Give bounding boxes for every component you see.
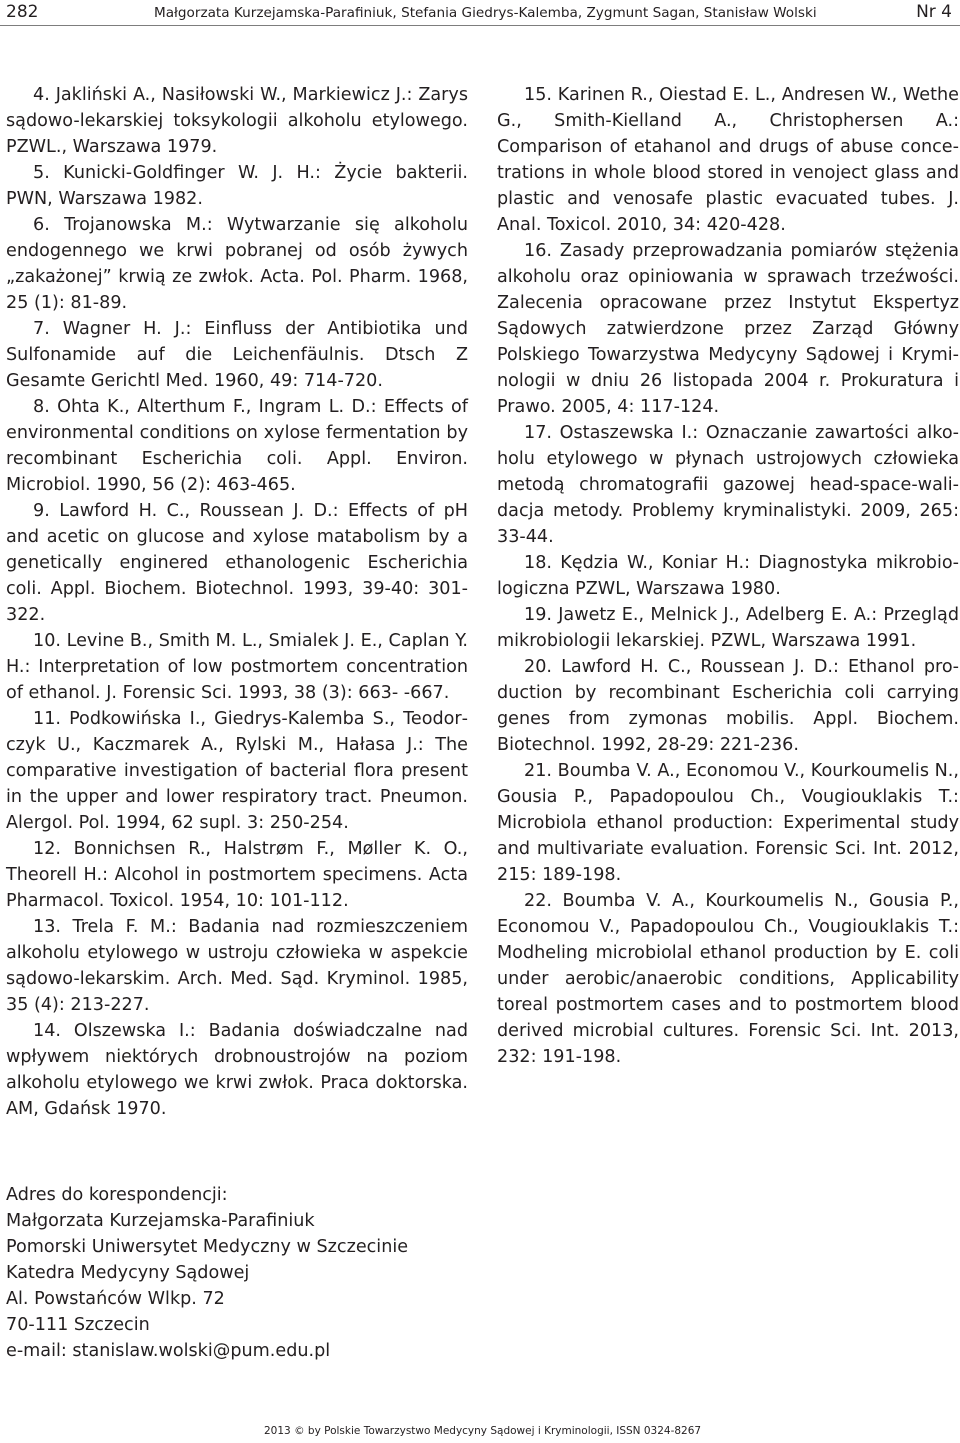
page-footer <box>264 1424 701 1438</box>
reference-4: 4. Jakliński A., Nasiłowski W., Markiewicz J.: Zarys sądowo-lekarskiej toksykologii alkoholu etylowego. PZWL., Warszawa 1979. <box>6 85 468 157</box>
correspondence-heading: Adres do korespondencji: <box>6 1185 228 1205</box>
reference-9: 9. Lawford H. C., Roussean J. D.: Effects of pH and acetic on glucose and xylose matabolism by a genetically enginered ethanologenic Escherichia coli. Appl. Biochem. Biotechnol. 1993, 39-40: 301-322. <box>6 501 468 625</box>
page-number: 282 <box>6 2 39 22</box>
footer-year: 2013 <box>264 1425 291 1437</box>
references-right-column <box>497 82 959 1070</box>
header-divider <box>0 25 960 26</box>
reference-5: 5. Kunicki-Goldfinger W. J. H.: Życie bakterii. PWN, Warszawa 1982. <box>6 163 468 209</box>
reference-14: 14. Olszewska I.: Badania doświadczalne nad wpływem niektórych drobnoustrojów na poziom alkoholu etylowego we krwi zwłok. Praca doktorska. AM, Gdańsk 1970. <box>6 1021 468 1119</box>
correspondence-address <box>6 1182 526 1364</box>
reference-13: 13. Trela F. M.: Badania nad rozmieszczeniem alkoholu etylowego w ustroju człowieka w aspekcie sądowo-lekarskim. Arch. Med. Sąd. Kryminol. 1985, 35 (4): 213-227. <box>6 917 468 1015</box>
correspondence-name: Małgorzata Kurzejamska-Parafiniuk <box>6 1211 315 1231</box>
reference-22: 22. Boumba V. A., Kourkoumelis N., Gousia P., Economou V., Papadopoulou Ch., Vougiouklakis T.: Modheling microbiolal ethanol production by E. coli under aerobic/anaerobic conditions, Applicability toreal postmortem cases and to postmortem blood derived microbial cultures. Forensic Sci. Int. 2013, 232: 191-198. <box>497 891 959 1067</box>
running-header <box>0 0 960 26</box>
reference-11: 11. Podkowińska I., Giedrys-Kalemba S., Teodorczyk U., Kaczmarek A., Rylski M., Hałasa J.: The comparative investigation of bacterial flora present in the upper and lower respiratory tract. Pneumon. Alergol. Pol. 1994, 62 supl. 3: 250-254. <box>6 709 468 833</box>
reference-19: 19. Jawetz E., Melnick J., Adelberg E. A.: Przegląd mikrobiologii lekarskiej. PZWL, Warszawa 1991. <box>497 605 959 651</box>
correspondence-city: 70-111 Szczecin <box>6 1315 150 1335</box>
references-left-column <box>6 82 468 1122</box>
reference-6: 6. Trojanowska M.: Wytwarzanie się alkoholu endogennego we krwi pobranej od osób żywych „zakażonej” krwią ze zwłok. Acta. Pol. Pharm. 1968, 25 (1): 81-89. <box>6 215 468 313</box>
reference-8: 8. Ohta K., Alterthum F., Ingram L. D.: Effects of environmental conditions on xylose fermentation by recombinant Escherichia coli. Appl. Environ. Microbiol. 1990, 56 (2): 463-465. <box>6 397 468 495</box>
issue-number: Nr 4 <box>916 2 952 22</box>
reference-12: 12. Bonnichsen R., Halstrøm F., Møller K. O., Theorell H.: Alcohol in postmortem specimens. Acta Pharmacol. Toxicol. 1954, 10: 101-112. <box>6 839 468 911</box>
correspondence-street: Al. Powstańców Wlkp. 72 <box>6 1289 225 1309</box>
footer-text: by Polskie Towarzystwo Medycyny Sądowej i Kryminologii, ISSN 0324-8267 <box>307 1425 702 1437</box>
reference-17: 17. Ostaszewska I.: Oznaczanie zawartości alkoholu etylowego w płynach ustrojowych człowieka metodą chromatografii gazowej head-space-walidacja metody. Problemy kryminalistyki. 2009, 265: 33-44. <box>497 423 959 547</box>
correspondence-email: e-mail: stanislaw.wolski@pum.edu.pl <box>6 1341 331 1361</box>
reference-21: 21. Boumba V. A., Economou V., Kourkoumelis N., Gousia P., Papadopoulou Ch., Vougiouklakis T.: Microbiola ethanol production: Experimental study and multivariate evaluation. Forensic Sci. Int. 2012, 215: 189-198. <box>497 761 959 885</box>
reference-15: 15. Karinen R., Oiestad E. L., Andresen W., Wethe G., Smith-Kielland A., Christophersen A.: Comparison of etahanol and drugs of abuse concetrations in whole blood stored in venoject glass and plastic and venosafe plastic evacuated tubes. J. Anal. Toxicol. 2010, 34: 420-428. <box>497 85 959 235</box>
correspondence-institution: Pomorski Uniwersytet Medyczny w Szczecinie <box>6 1237 409 1257</box>
reference-7: 7. Wagner H. J.: Einfluss der Antibiotika und Sulfonamide auf die Leichenfäulnis. Dtsch Z Gesamte Gerichtl Med. 1960, 49: 714-720. <box>6 319 468 391</box>
running-header-authors: Małgorzata Kurzejamska-Parafiniuk, Stefania Giedrys-Kalemba, Zygmunt Sagan, Stanisław Wolski <box>154 5 817 21</box>
reference-20: 20. Lawford H. C., Roussean J. D.: Ethanol production by recombinant Escherichia coli carrying genes from zymonas mobilis. Appl. Biochem. Biotechnol. 1992, 28-29: 221-236. <box>497 657 959 755</box>
reference-16: 16. Zasady przeprowadzania pomiarów stężenia alkoholu oraz opiniowania w sprawach trzeźwości. Zalecenia opracowane przez Instytut Ekspertyz Sądowych zatwierdzone przez Zarząd Główny Polskiego Towarzystwa Medycyny Sądowej i Kryminologii w dniu 26 listopada 2004 r. Prokuratura i Prawo. 2005, 4: 117-124. <box>497 241 959 417</box>
correspondence-department: Katedra Medycyny Sądowej <box>6 1263 250 1283</box>
reference-10: 10. Levine B., Smith M. L., Smialek J. E., Caplan Y. H.: Interpretation of low postmortem concentration of ethanol. J. Forensic Sci. 1993, 38 (3): 663- -667. <box>6 631 468 703</box>
copyright-icon: © <box>294 1425 305 1437</box>
reference-18: 18. Kędzia W., Koniar H.: Diagnostyka mikrobiologiczna PZWL, Warszawa 1980. <box>497 553 959 599</box>
